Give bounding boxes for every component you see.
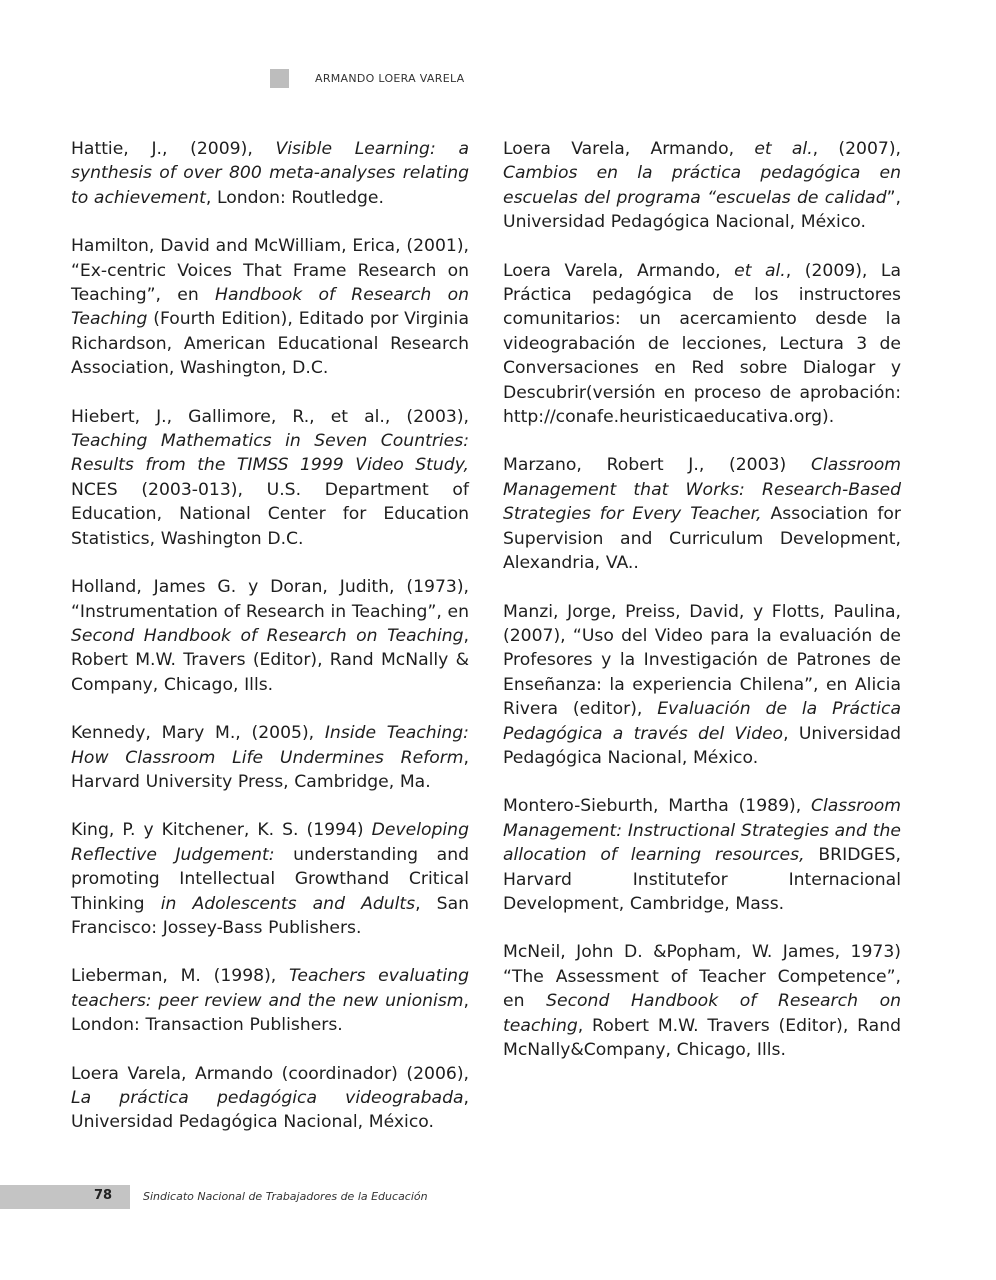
reference-text: Montero-Sieburth, Martha (1989), <box>503 796 811 817</box>
reference-text: , Universidad Pedagógica Nacional, México. <box>71 1088 469 1133</box>
reference-text: Loera Varela, Armando, <box>503 260 735 281</box>
reference-entry <box>503 600 901 771</box>
reference-text: Loera Varela, Armando (coordinador) (2006), <box>71 1063 469 1084</box>
reference-title: et al. <box>734 260 786 281</box>
reference-text: , Robert M.W. Travers (Editor), Rand McNally&Company, Chicago, Ills. <box>503 1015 901 1060</box>
reference-entry <box>503 259 901 430</box>
reference-title: Handbook of Research on Teaching <box>71 285 469 330</box>
reference-title: Teachers evaluating teachers: peer review and the new unionism <box>71 966 469 1011</box>
reference-text: , San Francisco: Jossey-Bass Publishers. <box>71 893 470 938</box>
reference-entry <box>71 405 469 551</box>
reference-entry <box>503 137 901 235</box>
references-right-column <box>503 137 901 1086</box>
reference-entry <box>71 964 469 1037</box>
reference-title: in Adolescents and Adults <box>160 893 416 914</box>
reference-title: Visible Learning: a synthesis of over 800 meta-analyses relating to achievement <box>71 139 469 208</box>
reference-title: Inside Teaching: How Classroom Life Undermines Reform <box>71 723 469 768</box>
page-number: 78 <box>94 1188 113 1203</box>
header-author: ARMANDO LOERA VARELA <box>315 71 465 85</box>
reference-title: La práctica pedagógica videograbada <box>71 1088 464 1108</box>
reference-text: Association for Supervision and Curriculum Development, Alexandria, VA.. <box>503 504 902 574</box>
reference-text: Marzano, Robert J., (2003) <box>503 455 811 476</box>
reference-entry <box>503 794 901 916</box>
reference-text: Loera Varela, Armando, <box>503 139 755 159</box>
reference-text: , Universidad Pedagógica Nacional, México. <box>503 723 901 768</box>
reference-entry <box>71 818 469 940</box>
reference-text: Hamilton, David and McWilliam, Erica, (2001), “Ex-centric Voices That Frame Research on Teaching”, en <box>71 236 469 306</box>
references-left-column <box>71 137 469 1159</box>
reference-text: , (2007), <box>812 139 901 159</box>
reference-title: et al. <box>754 139 813 159</box>
footer-publisher: Sindicato Nacional de Trabajadores de la Educación <box>143 1190 428 1203</box>
reference-text: Kennedy, Mary M., (2005), <box>71 723 325 744</box>
reference-text: Hattie, J., (2009), <box>71 139 276 159</box>
reference-title: Evaluación de la Práctica Pedagógica a través del Video <box>503 699 901 744</box>
reference-entry <box>503 940 901 1062</box>
page-footer <box>0 1185 996 1209</box>
reference-text: King, P. y Kitchener, K. S. (1994) <box>71 820 372 841</box>
reference-entry <box>71 721 469 794</box>
reference-text: Holland, James G. y Doran, Judith, (1973), “Instrumentation of Research in Teaching”, en <box>71 577 469 622</box>
reference-title: Classroom Management: Instructional Strategies and the allocation of learning resources, <box>503 796 901 866</box>
reference-text: Hiebert, J., Gallimore, R., et al., (2003), <box>71 406 469 427</box>
reference-text: , London: Routledge. <box>205 187 384 208</box>
reference-text: ”, Universidad Pedagógica Nacional, México. <box>503 187 901 233</box>
reference-text: NCES (2003-013), U.S. Department of Education, National Center for Education Statistics, Washington D.C. <box>71 479 469 549</box>
reference-text: understanding and promoting Intellectual Growthand Critical Thinking <box>71 844 469 914</box>
reference-title: Cambios en la práctica pedagógica en escuelas del programa “escuelas de calidad <box>503 163 901 208</box>
reference-text: , Harvard University Press, Cambridge, Ma. <box>71 747 469 792</box>
reference-entry <box>71 234 469 380</box>
reference-entry <box>71 1062 469 1135</box>
reference-text: BRIDGES, Harvard Institutefor Internacional Development, Cambridge, Mass. <box>503 845 901 914</box>
running-header <box>270 68 464 88</box>
reference-text: Lieberman, M. (1998), <box>71 966 289 987</box>
reference-title: Developing Reflective Judgement: <box>71 820 469 865</box>
reference-text: , (2009), La Práctica pedagógica de los instructores comunitarios: un acercamiento desde la videograbación de lecciones, Lectura 3 de Conversaciones en Red sobre Dialogar y Descubrir(versión en proceso de aprobación: http://conafe.heuristicaeducativa.org). <box>503 260 901 428</box>
reference-title: Teaching Mathematics in Seven Countries: Results from the TIMSS 1999 Video Study, <box>71 431 469 476</box>
header-square-mark <box>270 69 289 88</box>
reference-title: Second Handbook of Research on teaching <box>503 991 901 1036</box>
reference-title: Second Handbook of Research on Teaching <box>71 625 464 646</box>
reference-entry <box>71 575 469 697</box>
reference-entry <box>503 453 901 575</box>
reference-entry <box>71 137 469 210</box>
reference-title: Classroom Management that Works: Research-Based Strategies for Every Teacher, <box>503 455 901 525</box>
reference-text: McNeil, John D. &Popham, W. James, 1973) “The Assessment of Teacher Competence”, en <box>503 942 901 1012</box>
reference-text: (Fourth Edition), Editado por Virginia Richardson, American Educational Research Association, Washington, D.C. <box>71 309 469 379</box>
reference-text: , Robert M.W. Travers (Editor), Rand McNally & Company, Chicago, Ills. <box>71 625 469 695</box>
reference-text: Manzi, Jorge, Preiss, David, y Flotts, Paulina, (2007), “Uso del Video para la evaluación de Profesores y la Investigación de Patrones de Enseñanza: la experiencia Chilena”, en Alicia Rivera (editor), <box>503 601 901 720</box>
reference-text: , London: Transaction Publishers. <box>71 990 469 1036</box>
